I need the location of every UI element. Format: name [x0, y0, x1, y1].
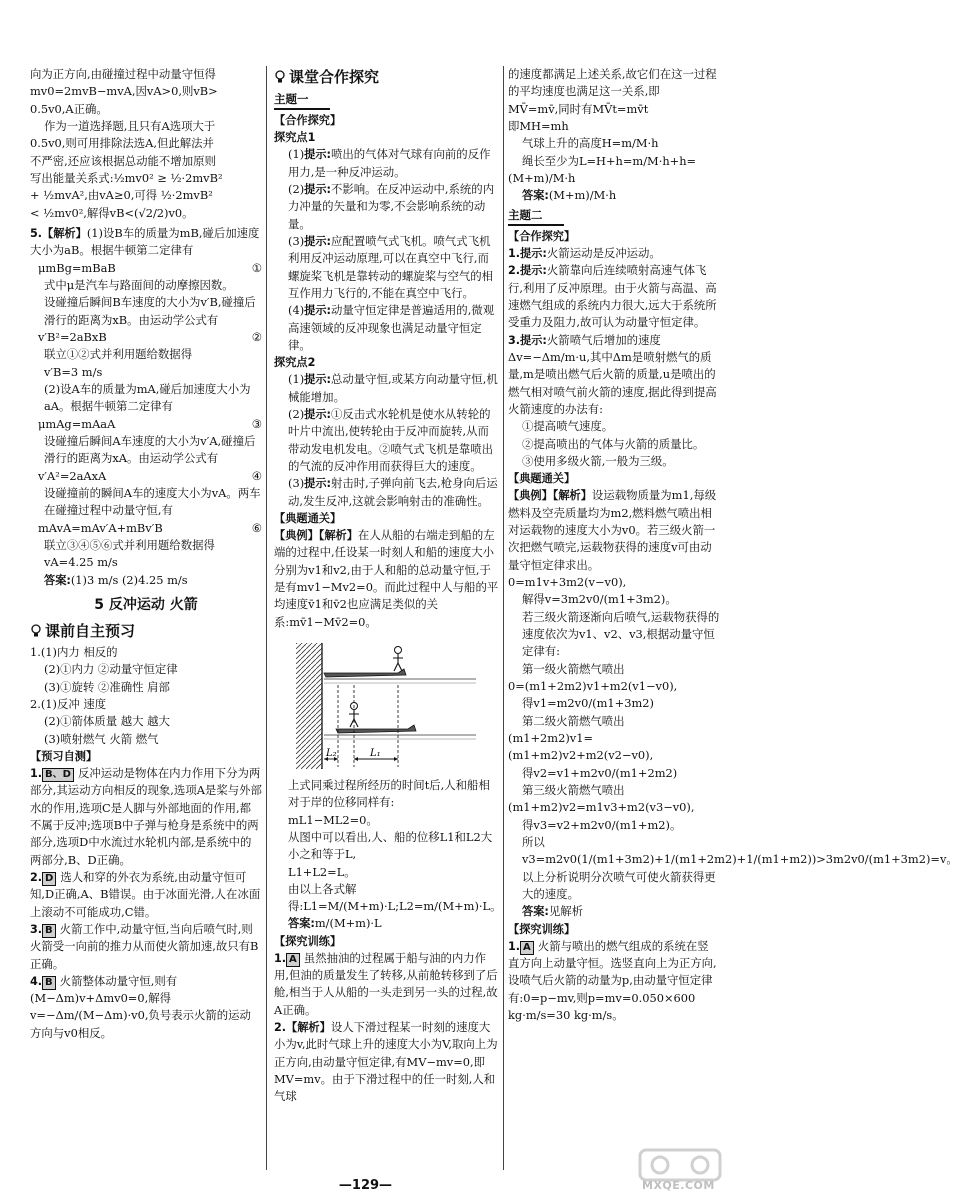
- label-l1: L₁: [370, 747, 381, 759]
- topic-underline: [274, 108, 330, 110]
- example-text: 【典例】【解析】设运载物质量为m1,每级燃料及空壳质量均为m2,燃料燃气喷出相对运载物的速度大小为v0。若三级火箭一次把燃气喷完,运载物获得的速度v可由动量守恒定律求出。: [508, 488, 717, 572]
- text-line: 联立③④⑤⑥式并利用题给数据得: [44, 537, 215, 552]
- text-line: 0=(m1+2m2)v1+m2(v1−v0),: [508, 679, 678, 693]
- example-text: 【典例】【解析】在人从船的右端走到船的左端的过程中,任设某一时刻人和船的速度大小分别为v1和v2,由于人和船的总动量守恒,于是有mv1−Mv2=0。而此过程中人与船的平均速度v̄1和v̄2也应满足类似的关系:mv̄1−Mv̄2=0。: [274, 527, 499, 629]
- text-line: 向为正方向,由碰撞过程中动量守恒得: [30, 67, 216, 81]
- text-line: + ½mvA²,由vA≥0,可得 ½·2mvB²: [30, 188, 213, 203]
- text-line: vA=4.25 m/s: [44, 555, 118, 570]
- hint-item: (4)提示:动量守恒定律是普遍适用的,微观高速领域的反冲现象也满足动量守恒定律。: [288, 303, 495, 352]
- text-line: 不严密,还应该根据总动能不增加原则: [30, 153, 216, 168]
- answer-box: A: [286, 953, 300, 967]
- selftest-q2: 2. D 选人和穿的外衣为系统,由动量守恒可知,D正确,A、B错误。由于冰面光滑,人在冰面上滚动不可能成功,C错。: [30, 869, 261, 919]
- preview-header: 课前自主预习: [30, 620, 262, 643]
- equation-line: μmBg=mBaB ①: [30, 260, 262, 277]
- train-q2: 2.【解析】设人下滑过程某一时刻的速度大小为v,此时气球上升的速度大小为V,取向上为正方向,由动量守恒定律,有MV−mv=0,即MV=mv。由于下滑过程中的任一时刻,人和气球: [274, 1020, 498, 1104]
- equation-line: μmAg=mAaA ③: [30, 416, 262, 433]
- text-line: 绳长至少为L=H+h=m/M·h+h=: [522, 153, 697, 168]
- selftest-header: 【预习自测】: [30, 749, 98, 763]
- text-line: (m1+2m2)v1=(m1+m2)v2+m2(v2−v0),: [508, 730, 654, 763]
- answer-box: B: [42, 924, 56, 938]
- hint-item: (1)提示:总动量守恒,或某方向动量守恒,机械能增加。: [288, 372, 498, 404]
- page-number: —129—: [338, 1178, 393, 1193]
- question-number: 5.: [30, 226, 43, 240]
- answer-item: 2.(1)反冲 速度: [30, 696, 107, 711]
- lightbulb-icon: [274, 70, 286, 84]
- hint-item: (3)提示:射击时,子弹向前飞去,枪身向后运动,发生反冲,这就会影响射击的准确性。: [288, 476, 498, 508]
- hint-item: 2.提示:火箭靠向后连续喷射高速气体飞行,利用了反冲原理。由于火箭与高温、高速燃气组成的系统内力很大,远大于系统所受重力及阻力,故可认为动量守恒定律。: [508, 263, 717, 330]
- column-right: [508, 66, 958, 1024]
- class-header: 课堂合作探究: [274, 66, 499, 89]
- selftest-q3: 3. B 火箭工作中,动量守恒,当向后喷气时,则火箭受一向前的推力从而使火箭加速,故只有B正确。: [30, 921, 259, 971]
- subsection-header: 【探究训练】: [508, 922, 576, 936]
- text-line: (1)设B车的质量为mB,碰后加速度大小为aB。根据牛顿第二定律有: [30, 225, 260, 258]
- text-line: 0.5v0,则可用排除法选A,但此解法并: [30, 136, 214, 151]
- answer-item: (3)①旋转 ②准确性 肩部: [44, 679, 170, 694]
- answer-item: (2)①箭体质量 越大 越大: [44, 714, 170, 729]
- text-line: mL1−ML2=0。: [288, 812, 378, 827]
- answer-line: 答案:(M+m)/M·h: [522, 188, 617, 203]
- equation-number: ⑥: [251, 520, 262, 535]
- text-line: (2)设A车的质量为mA,碰后加速度大小为aA。根据牛顿第二定律有: [44, 381, 251, 414]
- label-l2: L₂: [326, 747, 337, 759]
- equation-line: mAvA=mAv′A+mBv′B ⑥: [30, 520, 262, 537]
- person-top-body: [393, 654, 403, 671]
- equation-number: ①: [251, 260, 262, 275]
- text-line: 解得v=3m2v0/(m1+3m2)。: [522, 592, 677, 607]
- equation-number: ③: [251, 416, 262, 431]
- hint-item: (2)提示:不影响。在反冲运动中,系统的内力冲量的矢量和为零,不会影响系统的动量。: [288, 181, 495, 231]
- method-item: ③使用多级火箭,一般为三级。: [522, 454, 674, 469]
- answer-line: 答案:(1)3 m/s (2)4.25 m/s: [44, 572, 188, 587]
- boat-top: [324, 669, 406, 677]
- answer-line: 答案:见解析: [522, 904, 584, 919]
- equation-line: v′B²=2aBxB ②: [30, 329, 262, 346]
- person-top-head: [395, 646, 402, 653]
- watermark-url: MXQE.COM: [642, 1179, 715, 1192]
- answer-box: B: [42, 976, 56, 990]
- text-line: L1+L2=L。: [288, 864, 356, 879]
- answer-line: 答案:m/(M+m)·L: [288, 916, 382, 931]
- point-heading: 探究点1: [274, 131, 316, 145]
- text-line: 得v3=v2+m2v0/(m1+m2)。: [522, 817, 682, 832]
- analysis-tag: 【解析】: [42, 226, 87, 240]
- text-line: (M+m)/M·h: [508, 170, 576, 185]
- subsection-header: 【探究训练】: [274, 934, 342, 948]
- text-line: 设碰撞后瞬间B车速度的大小为v′B,碰撞后滑行的距离为xB。由运动学公式有: [44, 295, 256, 327]
- topic-heading: 主题一: [274, 91, 309, 106]
- subsection-header: 【合作探究】: [508, 230, 576, 244]
- text-line: 以上分析说明分次喷气可使火箭获得更大的速度。: [522, 869, 716, 901]
- subsection-header: 【典题通关】: [508, 472, 576, 486]
- lightbulb-icon: [30, 624, 42, 638]
- boat-bottom: [336, 725, 416, 733]
- boat-diagram: [286, 639, 486, 773]
- text-line: 即MH=mh: [508, 118, 569, 133]
- hint-item: (3)提示:应配置喷气式飞机。喷气式飞机利用反冲运动原理,可以在真空中飞行,而螺旋桨飞机是靠转动的螺旋桨与空气的相互作用力飞行的,不能在真空中飞行。: [288, 233, 494, 300]
- method-item: ②提高喷出的气体与火箭的质量比。: [522, 436, 705, 451]
- answer-item: (3)喷射燃气 火箭 燃气: [44, 731, 159, 746]
- boat-diagram-svg: [286, 639, 486, 773]
- text-line: MV̄=mv̄,同时有MV̄t=mv̄t: [508, 101, 649, 116]
- text-line: (m1+m2)v2=m1v3+m2(v3−v0),: [508, 800, 695, 815]
- text-line: 由以上各式解得:L1=M/(M+m)·L;L2=m/(M+m)·L。: [288, 881, 502, 914]
- text-line: 得v2=v1+m2v0/(m1+2m2): [522, 765, 678, 780]
- text-line: 从图中可以看出,人、船的位移L1和L2大小之和等于L,: [288, 829, 493, 862]
- text-line: 式中μ是汽车与路面间的动摩擦因数。: [44, 277, 234, 292]
- text-line: 的速度都满足上述关系,故它们在这一过程的平均速度也满足这一关系,即: [508, 67, 717, 99]
- section-title: 5 反冲运动 火箭: [94, 596, 198, 613]
- text-line: v′B=3 m/s: [44, 364, 103, 379]
- hint-item: (1)提示:喷出的气体对气球有向前的反作用力,是一种反冲运动。: [288, 147, 491, 179]
- answer-item: (2)①内力 ②动量守恒定律: [44, 662, 178, 677]
- text-line: 所以v3=m2v0(1/(m1+3m2)+1/(m1+2m2)+1/(m1+m2))>3m2v0/(m1+3m2)=v。: [522, 834, 958, 867]
- topic-heading: 主题二: [508, 207, 543, 222]
- text-line: 若三级火箭逐渐向后喷气,运载物获得的速度依次为v1、v2、v3,根据动量守恒定律有:: [522, 609, 720, 659]
- text-line: 写出能量关系式:½mv0² ≥ ½·2mvB²: [30, 170, 223, 185]
- hint-item: 3.提示:火箭喷气后增加的速度Δv=−Δm/m·u,其中Δm是喷射燃气的质量,m是喷出燃气后火箭的质量,u是喷出的燃气相对喷气前火箭的速度,据此得到提高火箭速度的办法有:: [508, 332, 717, 417]
- answer-box: B、D: [42, 768, 74, 782]
- text-line: 作为一道选择题,且只有A选项大于: [44, 118, 216, 133]
- equation-number: ②: [251, 329, 262, 344]
- train-q1: 1. A 虽然抽油的过程属于船与油的内力作用,但油的质量发生了转移,从前舱转移到了后舱,相当于人从船的一头走到另一头的过程,故A正确。: [274, 950, 498, 1017]
- selftest-q4: 4. B 火箭整体动量守恒,则有(M−Δm)v+Δmv0=0,解得v=−Δm/(M−Δm)·v0,负号表示火箭的运动方向与v0相反。: [30, 973, 251, 1040]
- text-line: 气球上升的高度H=m/M·h: [522, 136, 659, 151]
- shore: [296, 643, 322, 769]
- text-line: mv0=2mvB−mvA,因vA>0,则vB>: [30, 84, 218, 99]
- hint-item: (2)提示:①反击式水轮机是使水从转轮的叶片中流出,使转轮由于反冲而旋转,从而带动发电机发电。②喷气式飞机是靠喷出的气流的反冲作用而获得巨大的速度。: [288, 406, 494, 473]
- point-heading: 探究点2: [274, 356, 316, 370]
- column-divider-right: [503, 66, 504, 1170]
- equation-line: v′A²=2aAxA ④: [30, 468, 262, 485]
- text-line: 设碰撞后瞬间A车速度的大小为v′A,碰撞后滑行的距离为xA。由运动学公式有: [44, 433, 256, 466]
- answer-box: D: [42, 872, 56, 886]
- answer-item: 1.(1)内力 相反的: [30, 644, 118, 659]
- text-line: 上式同乘过程所经历的时间t后,人和船相对于岸的位移同样有:: [288, 777, 490, 810]
- question-5: [30, 225, 262, 260]
- answer-box: A: [520, 941, 534, 955]
- train-q1: 1. A 火箭与喷出的燃气组成的系统在竖直方向上动量守恒。选竖直向上为正方向,设喷气后火箭的动量为p,由动量守恒定律有:0=p−mv,则p=mv=0.050×600 kg·m/s=30 kg·m/s。: [508, 938, 717, 1022]
- text-line: 联立①②式并利用题给数据得: [44, 347, 193, 362]
- text-line: 第二级火箭燃气喷出: [522, 713, 625, 728]
- text-line: < ½mv0²,解得vB<(√2/2)v0。: [30, 205, 194, 220]
- subsection-header: 【典题通关】: [274, 511, 342, 525]
- equation-number: ④: [251, 468, 262, 483]
- text-line: 0.5v0,A正确。: [30, 101, 108, 116]
- topic-underline: [508, 224, 564, 226]
- column-middle: [274, 66, 502, 1106]
- text-line: 0=m1v+3m2(v−v0),: [508, 575, 627, 590]
- column-left: [30, 66, 262, 1042]
- text-line: 得v1=m2v0/(m1+3m2): [522, 696, 654, 711]
- subsection-header: 【合作探究】: [274, 114, 342, 128]
- text-line: 设碰撞前的瞬间A车的速度大小为vA。两车在碰撞过程中动量守恒,有: [44, 485, 261, 518]
- method-item: ①提高喷气速度。: [522, 419, 614, 434]
- text-line: 第三级火箭燃气喷出: [522, 782, 625, 797]
- selftest-q1: 1. B、D 反冲运动是物体在内力作用下分为两部分,其运动方向相反的现象,选项A是桨与外部水的作用,选项C是人脚与外部地面的作用,都不属于反冲;选项B中子弹与枪身是系统中的两部分,选项D中水流过水轮机内部,是系统中的两部分,B、D正确。: [30, 765, 262, 867]
- hint-item: 1.提示:火箭运动是反冲运动。: [508, 246, 661, 261]
- text-line: 第一级火箭燃气喷出: [522, 661, 625, 676]
- column-divider-left: [266, 66, 267, 1170]
